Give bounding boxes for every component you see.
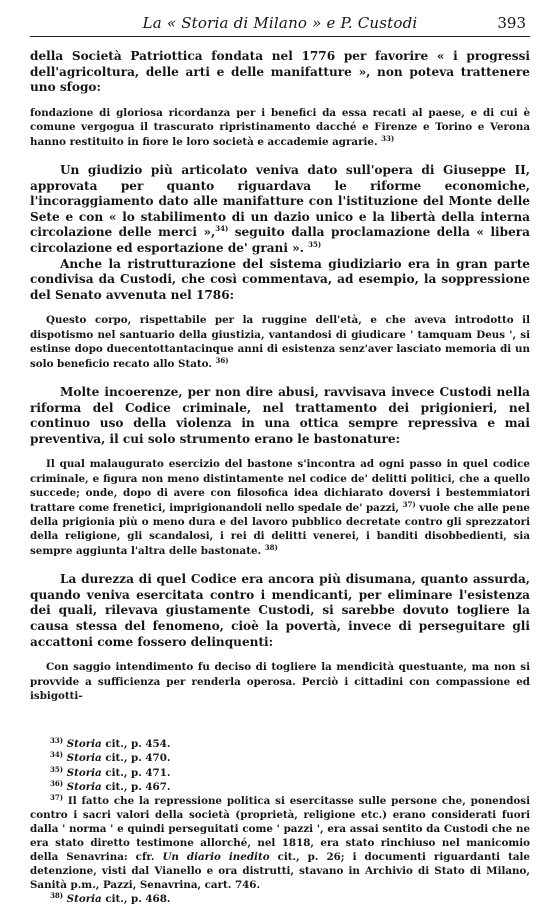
footnote-34: $^{34)}$ Storia cit., p. 470.	[50, 750, 171, 765]
paragraph-4: Molte incoerenze, per non dire abusi, ravvisava invece Custodi nella riforma del Codice criminale, nel trattamento dei prigionieri, nel continuo uso della violenza in una ottica sempre repressiva e mai preventiva, il cui solo strumento erano le bastonature:	[30, 384, 530, 446]
footnote-37: $^{37)}$ Il fatto che la repressione politica si esercitasse sulle persone che, ponendosi contro i sacri valori della società (proprietà, religione etc.) erano considerati fuori dalla ' norma ' e quindi perseguitati come ' pazzi ', era assai sentito da Custodi che ne era stato diretto testimone allorché, nel 1818, era stato rinchiuso nel manicomio della Senavrina: cfr. Un diario inedito cit., p. 26; i documenti riguardanti tale detenzione, visti dal Vianello e ora distrutti, stavano in Archivio di Stato di Milano, Sanità p.m., Pazzi, Senavrina, cart. 746.	[30, 792, 530, 892]
page-number: 393	[497, 14, 526, 32]
quote-2: Questo corpo, rispettabile per la ruggine dell'età, e che aveva introdotto il dispotismo nel santuario della giustizia, vantandosi di giudicare ' tamquam Deus ', si estinse dopo duecentottantacinque anni di esistenza senz'aver lasciato memoria di un solo beneficio recato allo Stato. $^{36)}$	[30, 314, 530, 370]
footnote-ref-34: 34)	[215, 224, 229, 234]
quote-3: Il qual malaugurato esercizio del bastone s'incontra ad ogni passo in quel codice criminale, e figura non meno distintamente nel codice de' delitti politici, che a quello succede; onde, dopo di avere con filosofica idea dichiarato doversi i bestemmiatori trattare come frenetici, imprigionandoli nello spedale de' pazzi, $^{37)}$ vuole che alle pene della prigionia più o meno dura e del lavoro pubblico decretate contro gli sprezzatori della religione, gli scandalosi, i rei di delitti venerei, i banditi disobbedienti, sia sempre aggiunta l'altra delle bastonate. $^{38)}$	[30, 458, 530, 557]
paragraph-1: della Società Patriottica fondata nel 1776 per favorire « i progressi dell'agricoltura, delle arti e delle manifatture », non poteva trattenere uno sfogo:	[30, 49, 530, 95]
running-head: La « Storia di Milano » e P. Custodi	[142, 14, 418, 32]
page-header	[30, 10, 530, 37]
paragraph-5: La durezza di quel Codice era ancora più disumana, quanto assurda, quando veniva esercitata contro i mendicanti, per eliminare l'esistenza dei quali, rilevava giustamente Custodi, si sarebbe dovuto togliere la causa stessa del fenomeno, cioè la povertà, invece di perseguitare gli accattoni come fossero delinquenti:	[30, 572, 530, 649]
paragraph-3: Anche la ristrutturazione del sistema giudiziario era in gran parte condivisa da Custodi, che così commentava, ad esempio, la soppressione del Senato avvenuta nel 1786:	[30, 256, 530, 302]
page-body	[30, 49, 530, 703]
footnote-38: $^{38)}$ Storia cit., p. 468.	[50, 891, 171, 906]
page	[30, 10, 530, 907]
footnote-ref-38: 38)	[264, 542, 278, 552]
footnote-ref-36: 36)	[215, 355, 229, 365]
footnote-ref-37: 37)	[402, 499, 416, 509]
footnote-ref-33: 33)	[381, 133, 395, 143]
footnote-36: $^{36)}$ Storia cit., p. 467.	[50, 778, 171, 793]
footnote-ref-35: 35)	[308, 239, 322, 249]
footnote-33: $^{33)}$ Storia cit., p. 454.	[50, 736, 171, 751]
quote-4: Con saggio intendimento fu deciso di togliere la mendicità questuante, ma non si provvide a sufficienza per renderla operosa. Perciò i cittadini con compassione ed isbigotti-	[30, 661, 530, 702]
quote-1: fondazione di gloriosa ricordanza per i benefici da essa recati al paese, e di cui è comune vergogua il trascurato ripristinamento dacché e Firenze e Torino e Verona hanno restituito in fiore le loro società e accademie agrarie. $^{33)}$	[30, 106, 530, 148]
footnote-35: $^{35)}$ Storia cit., p. 471.	[50, 764, 171, 779]
footnotes	[30, 737, 530, 906]
paragraph-2: Un giudizio più articolato veniva dato sull'opera di Giuseppe II, approvata per quanto riguardava le riforme economiche, l'incoraggiamento dato alle manifatture con l'istituzione del Monte delle Sete e con « lo stabilimento di un dazio unico e la libertà della interna circolazione delle merci »,$^{34)}$ seguito dalla proclamazione della « libera circolazione ed esportazione de' grani ». $^{35)}$	[30, 163, 530, 255]
